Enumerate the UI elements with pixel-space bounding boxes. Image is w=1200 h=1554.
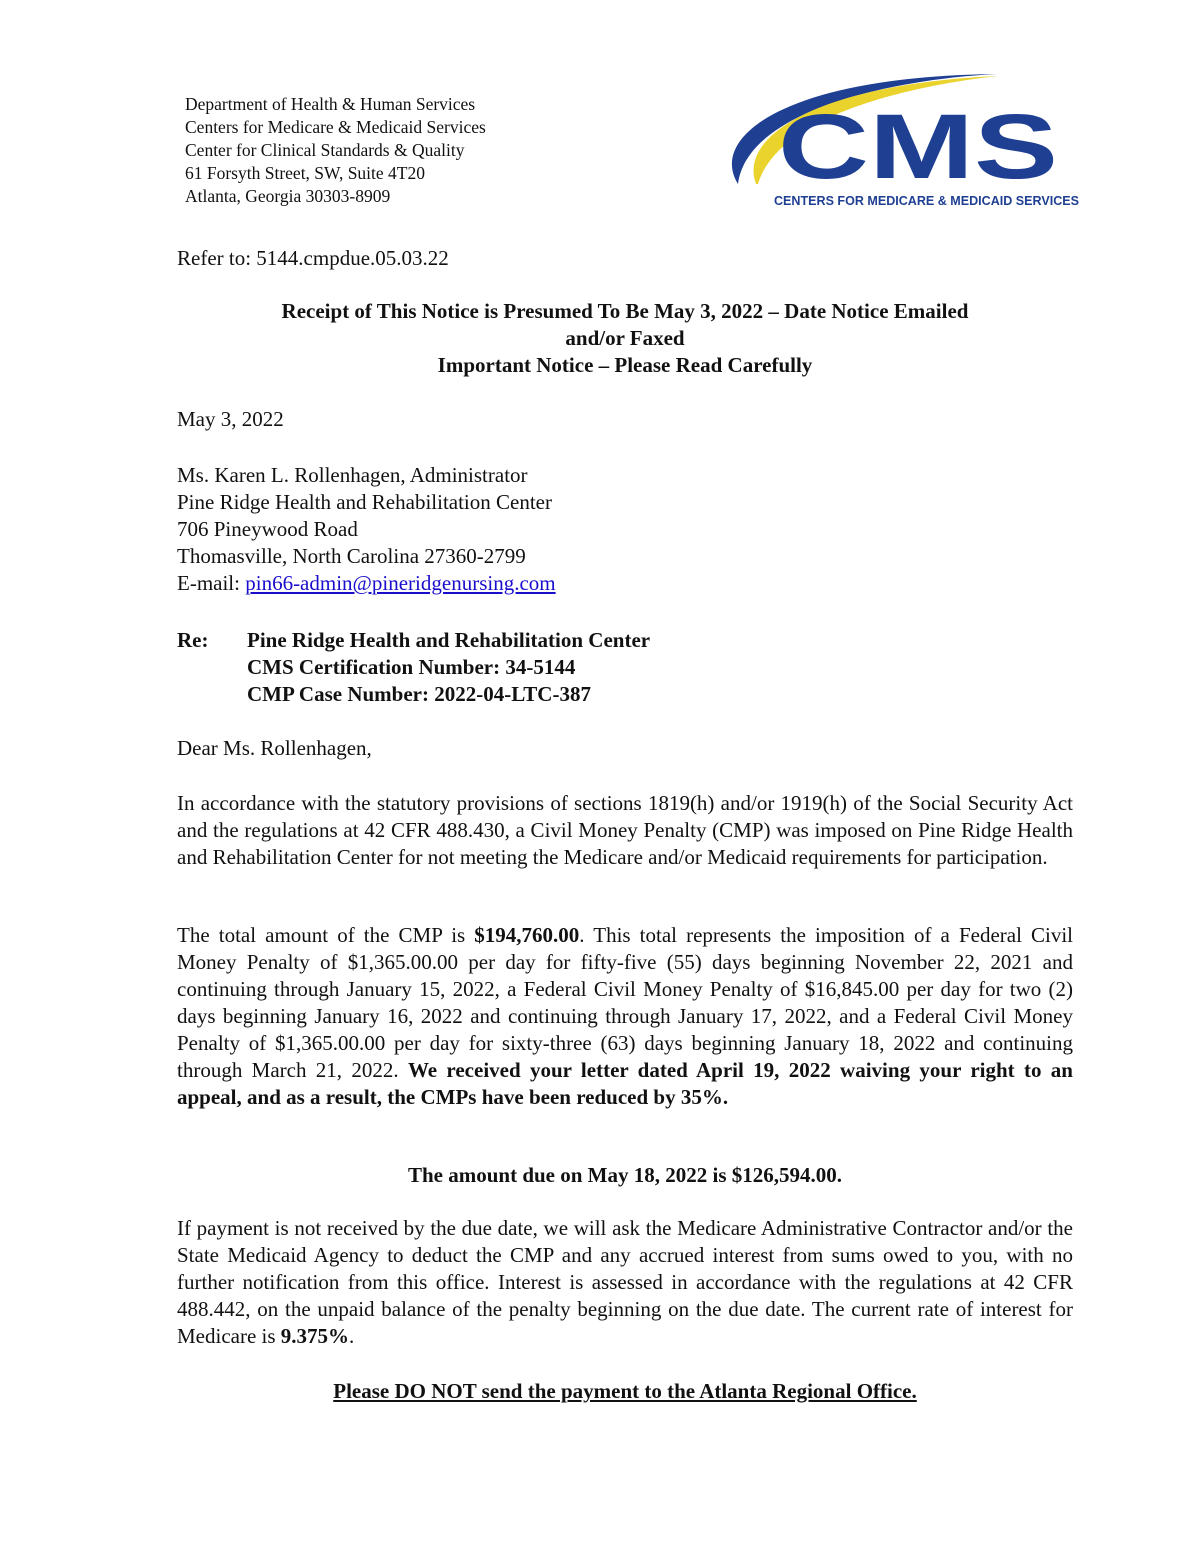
re-label: Re: xyxy=(177,628,209,652)
cms-logo xyxy=(708,66,1088,216)
recipient-street: 706 Pineywood Road xyxy=(177,517,358,541)
text: . This total represents the imposition of a Federal Civil Money Penalty of $1,365.00.00 per day for fifty-five (55) days beginning November 22, 2021 and continuing through January 15, 2022, a Federal Civil Money Penalty of $16,845.00 per day for two (2) days beginning January 16, 2022 and continuing through January 17, 2022, and a Federal Civil Money Penalty of $1,365.00.00 per day for sixty-three (63) days beginning January 18, 2022 and continuing through March 21, 2022. xyxy=(177,923,1074,1082)
recipient-name: Ms. Karen L. Rollenhagen, Administrator xyxy=(177,463,528,487)
re-certification: CMS Certification Number: 34-5144 xyxy=(247,655,576,679)
letter-date: May 3, 2022 xyxy=(177,407,284,431)
refer-to: Refer to: 5144.cmpdue.05.03.22 xyxy=(177,246,449,270)
text: . xyxy=(349,1324,355,1348)
recipient-city: Thomasville, North Carolina 27360-2799 xyxy=(177,544,526,568)
text: If payment is not received by the due date, we will ask the Medicare Administrative Contractor and/or the State Medicaid Agency to deduct the CMP and any accrued interest from sums owed to you, with no further notification from this office. Interest is assessed in accordance with the regulations at 42 CFR 488.442, on the unpaid balance of the penalty beginning on the due date. The current rate of interest for Medicare is xyxy=(177,1216,1073,1348)
re-facility: Pine Ridge Health and Rehabilitation Center xyxy=(247,628,651,652)
svg-text:CMS: CMS xyxy=(778,96,1058,198)
recipient-facility: Pine Ridge Health and Rehabilitation Center xyxy=(177,490,552,514)
payment-notice: Please DO NOT send the payment to the Atlanta Regional Office. xyxy=(333,1379,917,1403)
paragraph-interest xyxy=(177,1215,1073,1350)
sender-line: Atlanta, Georgia 30303-8909 xyxy=(185,186,391,206)
salutation: Dear Ms. Rollenhagen, xyxy=(177,736,372,760)
re-block xyxy=(177,627,650,708)
text: The total amount of the CMP is xyxy=(177,923,475,947)
email-label: E-mail: xyxy=(177,571,246,595)
sender-line: Department of Health & Human Services xyxy=(185,94,476,114)
paragraph-penalty xyxy=(177,922,1073,1111)
heading-line: and/or Faxed xyxy=(565,326,685,350)
notice-heading xyxy=(177,298,1073,379)
amount-due: The amount due on May 18, 2022 is $126,594.00. xyxy=(407,1163,843,1187)
sender-line: Centers for Medicare & Medicaid Services xyxy=(185,117,486,137)
sender-line: Center for Clinical Standards & Quality xyxy=(185,140,465,160)
paragraph-statutory: In accordance with the statutory provisions of sections 1819(h) and/or 1919(h) of the Social Security Act and the regulations at 42 CFR 488.430, a Civil Money Penalty (CMP) was imposed on Pine Ridge Health and Rehabilitation Center for not meeting the Medicare and/or Medicaid requirements for participation. xyxy=(177,791,1073,869)
email-link[interactable]: pin66-admin@pineridgenursing.com xyxy=(245,571,556,595)
re-case-number: CMP Case Number: 2022-04-LTC-387 xyxy=(247,682,591,706)
sender-line: 61 Forsyth Street, SW, Suite 4T20 xyxy=(185,163,425,183)
total-amount: $194,760.00 xyxy=(474,923,580,947)
svg-text:CENTERS FOR MEDICARE & MEDICAI: CENTERS FOR MEDICARE & MEDICAID SERVICES xyxy=(774,194,1079,208)
heading-line: Important Notice – Please Read Carefully xyxy=(437,353,813,377)
waiver-statement: We received your letter dated April 19, 2022 waiving your right to an appeal, and as a result, the CMPs have been reduced by 35%. xyxy=(177,1058,1073,1109)
interest-rate: 9.375% xyxy=(280,1324,350,1348)
heading-line: Receipt of This Notice is Presumed To Be May 3, 2022 – Date Notice Emailed xyxy=(281,299,969,323)
recipient-address xyxy=(177,462,556,597)
sender-address xyxy=(185,93,486,208)
